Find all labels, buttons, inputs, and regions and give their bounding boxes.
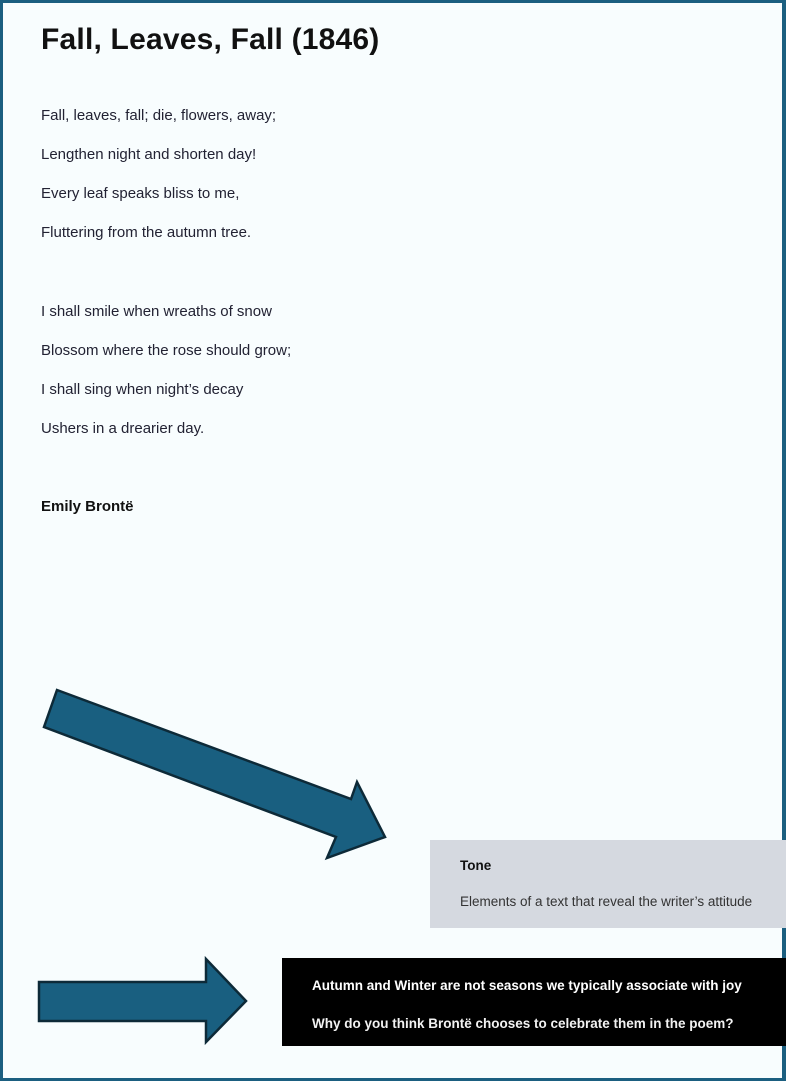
right-arrow-icon (36, 956, 251, 1048)
diagonal-arrow-icon (41, 687, 391, 862)
poem-line: Fluttering from the autumn tree. (41, 224, 252, 241)
poem-line: I shall sing when night’s decay (41, 381, 244, 398)
poem-author: Emily Brontë (41, 498, 134, 515)
poem-line: Fall, leaves, fall; die, flowers, away; (41, 107, 277, 124)
poem-title: Fall, Leaves, Fall (1846) (41, 23, 380, 56)
definition-box (430, 840, 786, 928)
question-context: Autumn and Winter are not seasons we typically associate with joy (312, 978, 742, 993)
poem-line: Blossom where the rose should grow; (41, 342, 292, 359)
question-prompt: Why do you think Brontë chooses to celebrate them in the poem? (312, 1016, 734, 1031)
poem-line: Every leaf speaks bliss to me, (41, 185, 240, 202)
poem-line: I shall smile when wreaths of snow (41, 303, 272, 320)
poem-line: Lengthen night and shorten day! (41, 146, 257, 163)
discussion-question-box (282, 958, 786, 1046)
definition-term: Tone (460, 858, 492, 873)
definition-text: Elements of a text that reveal the writer’s attitude (460, 894, 753, 909)
poem-line: Ushers in a drearier day. (41, 420, 205, 437)
